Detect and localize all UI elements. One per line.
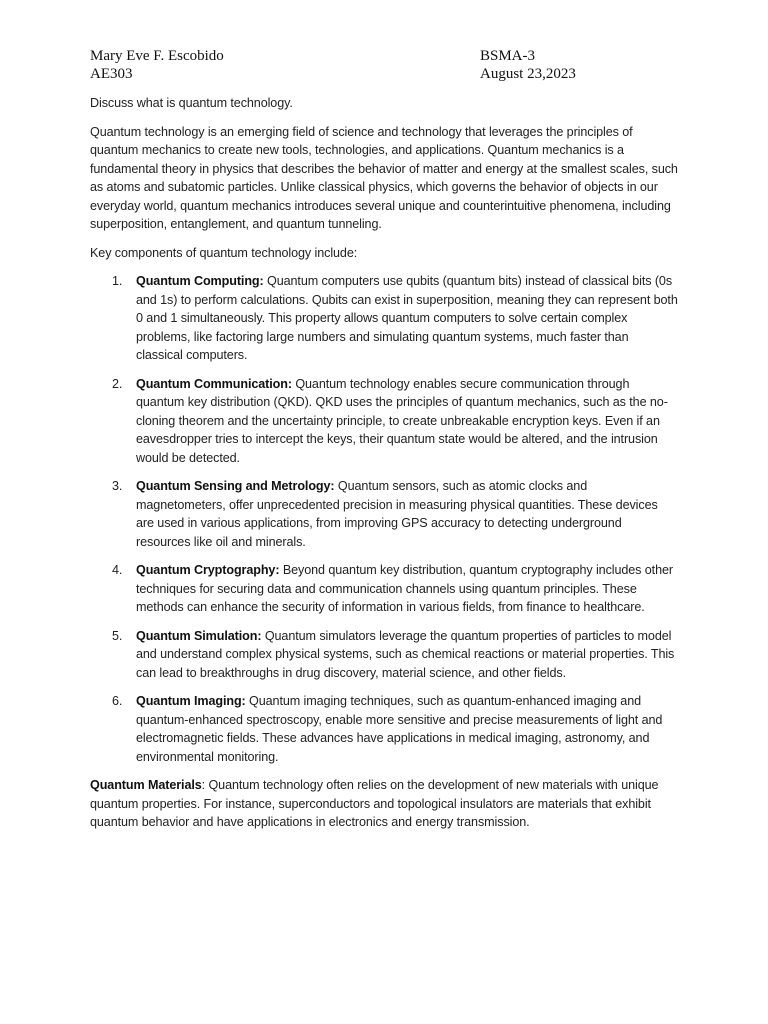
list-item-title: Quantum Communication:: [136, 376, 292, 391]
list-item: [90, 627, 678, 683]
list-item-number: 4.: [112, 563, 123, 577]
list-item-number: 6.: [112, 694, 123, 708]
components-list: [90, 272, 678, 766]
list-item: [90, 272, 678, 365]
header-left-block: [90, 48, 224, 83]
list-item-text: Quantum computers use qubits (quantum bits) instead of classical bits (0s and 1s) to perform calculations. Qubits can exist in superposition, meaning they can represent both 0 and 1 simultaneously. This property allows quantum computers to solve certain complex problems, like factoring large numbers and simulating quantum systems, much faster than classical computers.: [136, 274, 678, 362]
question-prompt: Discuss what is quantum technology.: [90, 96, 293, 110]
list-item: [90, 477, 678, 551]
document-page: [90, 46, 678, 832]
list-item-title: Quantum Simulation:: [136, 628, 262, 643]
list-item-text: Beyond quantum key distribution, quantum cryptography includes other techniques for securing data and communication channels using quantum principles. These methods can enhance the security of information in various fields, from finance to healthcare.: [136, 563, 673, 614]
key-components-intro: Key components of quantum technology include:: [90, 245, 358, 260]
intro-paragraph: Quantum technology is an emerging field of science and technology that leverages the principles of quantum mechanics to create new tools, technologies, and applications. Quantum mechanics is a fundamental theory in physics that describes the behavior of matter and energy at the smallest scales, such as atoms and subatomic particles. Unlike classical physics, which governs the behavior of objects in our everyday world, quantum mechanics introduces several unique and counterintuitive phenomena, including superposition, entanglement, and quantum tunneling.: [90, 124, 678, 231]
list-item: [90, 375, 678, 468]
list-item-text: Quantum imaging techniques, such as quantum-enhanced imaging and quantum-enhanced spectroscopy, enable more sensitive and precise measurements of light and electromagnetic fields. These advances have applications in medical imaging, astronomy, and environmental monitoring.: [136, 694, 663, 764]
course-code: AE303: [90, 65, 133, 82]
list-item-title: Quantum Imaging:: [136, 694, 246, 708]
document-body: [90, 94, 678, 832]
list-item-title: Quantum Cryptography:: [136, 563, 280, 577]
list-item-number: 5.: [112, 628, 123, 643]
list-item-text: Quantum simulators leverage the quantum properties of particles to model and understand complex physical systems, such as chemical reactions or material properties. This can lead to breakthroughs in drug discovery, material science, and other fields.: [136, 628, 675, 680]
document-date: August 23,2023: [480, 65, 576, 82]
document-header: [90, 46, 678, 82]
list-item-number: 2.: [112, 376, 123, 391]
list-item: [90, 692, 678, 766]
list-item-text: Quantum sensors, such as atomic clocks and magnetometers, offer unprecedented precision in measuring physical quantities. These devices are used in various applications, from improving GPS accuracy to detecting underground resources like oil and minerals.: [136, 479, 658, 549]
list-item: [90, 561, 678, 617]
list-item-text: Quantum technology enables secure communication through quantum key distribution (QKD). QKD uses the principles of quantum mechanics, such as the no-cloning theorem and the uncertainty principle, to create unbreakable encryption keys. Even if an eavesdropper tries to intercept the keys, their quantum state would be altered, and the intrusion would be detected.: [136, 376, 668, 465]
materials-title: Quantum Materials: [90, 778, 202, 792]
materials-paragraph: [90, 776, 678, 832]
section-label: BSMA-3: [480, 48, 536, 64]
materials-text: : Quantum technology often relies on the development of new materials with unique quantum properties. For instance, superconductors and topological insulators are materials that exhibit quantum behavior and have applications in electronics and energy transmission.: [90, 778, 659, 829]
author-name: Mary Eve F. Escobido: [90, 48, 224, 64]
list-item-number: 1.: [112, 274, 123, 288]
header-right-block: [480, 48, 576, 83]
list-item-number: 3.: [112, 479, 123, 493]
list-item-title: Quantum Computing:: [136, 274, 264, 288]
list-item-title: Quantum Sensing and Metrology:: [136, 479, 335, 493]
